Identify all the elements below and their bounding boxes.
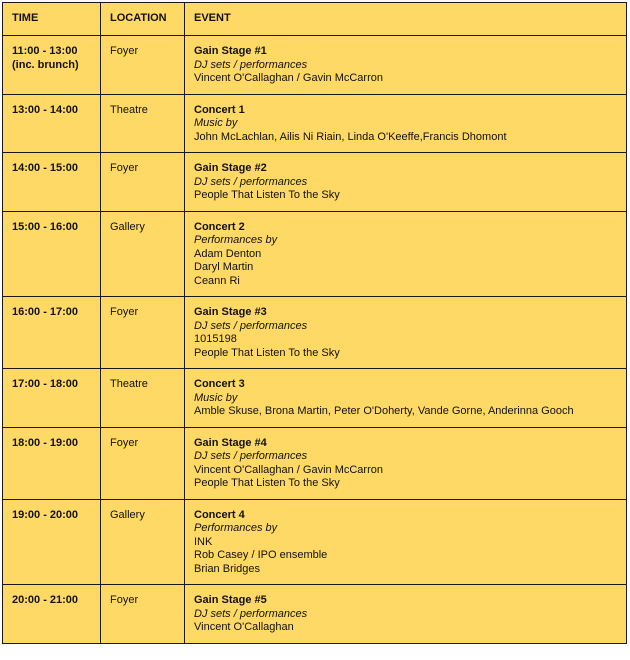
time-cell [3, 297, 101, 369]
event-cell [185, 585, 627, 644]
header-location: LOCATION [101, 3, 185, 36]
event-performer-line: Vincent O'Callaghan [194, 621, 294, 633]
table-row [3, 499, 627, 585]
event-cell [185, 94, 627, 153]
event-subtitle: DJ sets / performances [194, 175, 308, 188]
event-cell [185, 36, 627, 95]
location-cell: Foyer [101, 153, 185, 212]
table-row [3, 211, 627, 297]
schedule-table [2, 2, 627, 644]
time-range: 16:00 - 17:00 [12, 306, 79, 318]
event-cell [185, 369, 627, 428]
location-cell: Theatre [101, 369, 185, 428]
time-note: (inc. brunch) [12, 58, 79, 71]
event-performer-line: People That Listen To the Sky [194, 477, 340, 489]
event-performer-line: Daryl Martin [194, 261, 254, 273]
table-row [3, 153, 627, 212]
event-performer-line: Brian Bridges [194, 562, 261, 575]
table-row [3, 94, 627, 153]
time-range: 19:00 - 20:00 [12, 508, 79, 521]
table-row [3, 427, 627, 499]
event-subtitle: DJ sets / performances [194, 607, 308, 620]
event-performer-line: Adam Denton [194, 247, 262, 260]
time-range: 18:00 - 19:00 [12, 436, 79, 449]
header-event: EVENT [185, 3, 627, 36]
time-range: 14:00 - 15:00 [12, 162, 79, 174]
event-performer-line: John McLachlan, Ailis Ni Riain, Linda O'Keeffe,Francis Dhomont [194, 130, 507, 143]
event-subtitle: DJ sets / performances [194, 450, 308, 462]
event-cell [185, 499, 627, 585]
event-title: Gain Stage #1 [194, 45, 267, 57]
time-cell [3, 585, 101, 644]
table-row [3, 585, 627, 644]
event-subtitle: DJ sets / performances [194, 58, 308, 71]
location-cell: Foyer [101, 427, 185, 499]
location-cell: Theatre [101, 94, 185, 153]
table-row [3, 369, 627, 428]
event-subtitle: Music by [194, 391, 238, 404]
event-cell [185, 427, 627, 499]
event-performer-line: Ceann Ri [194, 274, 240, 287]
header-row [3, 3, 627, 36]
time-range: 15:00 - 16:00 [12, 220, 79, 233]
event-title: Gain Stage #4 [194, 436, 267, 449]
time-range: 13:00 - 14:00 [12, 103, 79, 116]
event-subtitle: Performances by [194, 522, 278, 534]
table-row [3, 36, 627, 95]
table-row [3, 297, 627, 369]
time-cell [3, 94, 101, 153]
time-range: 17:00 - 18:00 [12, 378, 79, 390]
time-cell [3, 36, 101, 95]
location-cell: Foyer [101, 585, 185, 644]
event-cell [185, 211, 627, 297]
event-title: Concert 3 [194, 378, 245, 390]
event-title: Gain Stage #5 [194, 594, 267, 606]
event-title: Concert 4 [194, 508, 245, 521]
event-performer-line: People That Listen To the Sky [194, 346, 340, 359]
event-title: Gain Stage #2 [194, 162, 267, 174]
event-performer-line: Vincent O'Callaghan / Gavin McCarron [194, 72, 383, 84]
location-cell: Foyer [101, 36, 185, 95]
time-cell [3, 427, 101, 499]
event-title: Gain Stage #3 [194, 306, 267, 318]
location-cell: Gallery [101, 211, 185, 297]
location-cell: Gallery [101, 499, 185, 585]
event-title: Concert 1 [194, 103, 245, 116]
event-performer-line: Amble Skuse, Brona Martin, Peter O'Doherty, Vande Gorne, Anderinna Gooch [194, 405, 574, 417]
event-title: Concert 2 [194, 220, 245, 233]
time-cell [3, 369, 101, 428]
event-performer-line: Rob Casey / IPO ensemble [194, 549, 328, 561]
event-subtitle: DJ sets / performances [194, 319, 308, 332]
event-performer-line: People That Listen To the Sky [194, 189, 340, 201]
time-cell [3, 499, 101, 585]
time-cell [3, 211, 101, 297]
event-performer-line: 1015198 [194, 333, 237, 345]
time-cell [3, 153, 101, 212]
location-cell: Foyer [101, 297, 185, 369]
event-subtitle: Music by [194, 117, 238, 129]
header-time: TIME [3, 3, 101, 36]
event-cell [185, 297, 627, 369]
event-cell [185, 153, 627, 212]
time-range: 20:00 - 21:00 [12, 594, 79, 606]
time-range: 11:00 - 13:00 [12, 45, 78, 57]
event-subtitle: Performances by [194, 234, 278, 246]
event-performer-line: INK [194, 535, 213, 548]
event-performer-line: Vincent O'Callaghan / Gavin McCarron [194, 463, 383, 476]
